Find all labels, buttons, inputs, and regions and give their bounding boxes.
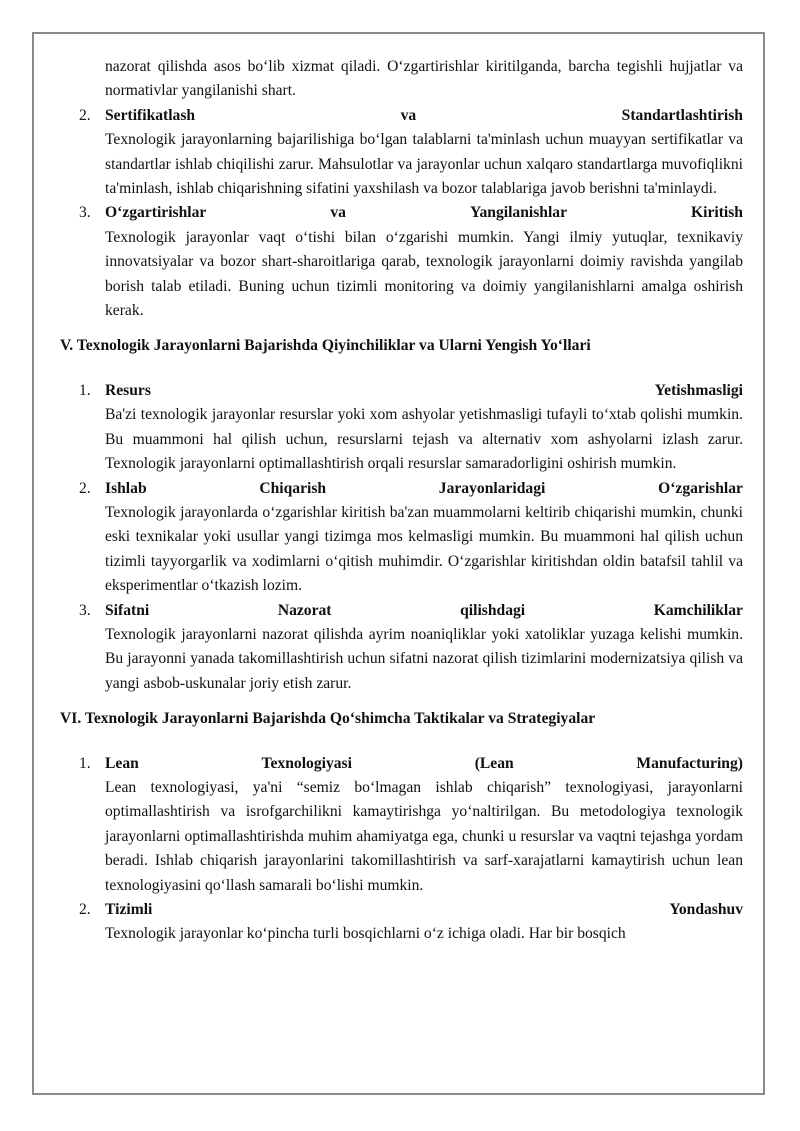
list-item-title — [105, 201, 743, 225]
title-word: qilishdagi — [460, 601, 526, 619]
title-word: O‘zgarishlar — [658, 479, 743, 497]
list-item-title — [105, 104, 743, 128]
section-vi-list — [60, 752, 743, 947]
section-v-list — [60, 379, 743, 696]
list-item-title — [105, 477, 743, 501]
title-word: Sifatni — [105, 601, 150, 619]
list-item-body: Texnologik jarayonlarni nazorat qilishda ayrim noaniqliklar yoki xatoliklar yuzaga kelishi mumkin. Bu jarayonni yanada takomillashtirish uchun sifatni nazorat qilish tizimlarini modernizatsiya qilish va yangi asbob-uskunalar joriy etish zarur. — [105, 625, 743, 692]
title-word: Kamchiliklar — [653, 601, 743, 619]
list-item-title — [105, 752, 743, 776]
title-word: Resurs — [105, 381, 151, 399]
title-word: va — [330, 204, 346, 222]
title-word: Texnologiyasi — [261, 754, 352, 772]
list-item-number: 2. — [79, 901, 91, 918]
list-item — [79, 379, 743, 477]
title-word: Tizimli — [105, 901, 153, 918]
title-word: O‘zgartirishlar — [105, 204, 207, 222]
title-word: Standartlashtirish — [621, 106, 743, 124]
list-item-body: Texnologik jarayonlarning bajarilishiga bo‘lgan talablarni ta'minlash uchun muayyan sertifikatlar va standartlar ishlab chiqilishi zarur. Mahsulotlar va jarayonlar uchun xalqaro standartlarga muvofiqlikni ta'minlash, ishlab chiqarishning sifatini yaxshilash va bozor talablariga javob berishni ta'minlaydi. — [105, 131, 743, 198]
title-word: Kiritish — [691, 204, 743, 222]
list-item-number: 1. — [79, 754, 91, 772]
document-body — [60, 55, 743, 947]
section-iv-list — [60, 104, 743, 324]
list-item-number: 3. — [79, 601, 91, 619]
list-item-number: 1. — [79, 381, 91, 399]
list-item-title — [105, 898, 743, 922]
list-item — [79, 599, 743, 697]
list-item-title — [105, 379, 743, 403]
section-v-heading: V. Texnologik Jarayonlarni Bajarishda Qiyinchiliklar va Ularni Yengish Yo‘llari — [60, 337, 591, 355]
list-item — [79, 477, 743, 599]
list-item-body: Lean texnologiyasi, ya'ni “semiz bo‘lmagan ishlab chiqarish” texnologiyasi, jarayonlarni optimallashtirish va isrofgarchilikni kamaytirishga yo‘naltirilgan. Bu metodologiya texnologik jarayonlarni optimallashtirishda muhim ahamiyatga ega, chunki u resurslar va vaqtni tejashga yordam beradi. Ishlab chiqarish jarayonlarini takomillashtirish va sarf-xarajatlarni kamaytirish uchun lean texnologiyasini qo‘llash samarali bo‘lishi mumkin. — [105, 778, 743, 894]
intro-paragraph: nazorat qilishda asos bo‘lib xizmat qiladi. O‘zgartirishlar kiritilganda, barcha tegishli hujjatlar va normativlar yangilanishi shart. — [105, 58, 743, 100]
title-word: Chiqarish — [259, 479, 327, 497]
title-word: Nazorat — [277, 601, 332, 619]
title-word: va — [400, 106, 417, 124]
list-item-body: Texnologik jarayonlar ko‘pincha turli bosqichlarni o‘z ichiga oladi. Har bir bosqich — [105, 925, 626, 943]
title-word: Yetishmasligi — [654, 381, 743, 399]
list-item-body: Texnologik jarayonlar vaqt o‘tishi bilan o‘zgarishi mumkin. Yangi ilmiy yutuqlar, texnikaviy innovatsiyalar va bozor shart-sharoitlariga qarab, texnologik jarayonlarni doimiy ravishda yangilab borish talab etiladi. Buning uchun tizimli monitoring va doimiy yangilanishlarni amalga oshirish kerak. — [105, 228, 743, 320]
list-item-number: 2. — [79, 106, 91, 124]
list-item — [79, 898, 743, 947]
list-item-title — [105, 599, 743, 623]
title-word: (Lean — [474, 754, 514, 772]
title-word: Ishlab — [105, 479, 147, 497]
list-item-number: 3. — [79, 204, 91, 222]
title-word: Yangilanishlar — [469, 204, 567, 222]
title-word: Manufacturing) — [636, 754, 743, 772]
list-item-body: Texnologik jarayonlarda o‘zgarishlar kiritish ba'zan muammolarni keltirib chiqarishi mumkin, chunki eski texnikalar yoki usullar yangi tizimga mos kelmasligi mumkin. Bu muammoni hal qilish uchun tizimli tayyorgarlik va xodimlarni o‘qitish muhimdir. O‘zgarishlar kiritishdan oldin batafsil tahlil va eksperimentlar o‘tkazish lozim. — [105, 503, 743, 595]
list-item — [79, 201, 743, 323]
list-item-number: 2. — [79, 479, 91, 497]
list-item — [79, 752, 743, 898]
title-word: Yondashuv — [669, 901, 743, 918]
list-item — [79, 104, 743, 202]
title-word: Lean — [105, 754, 139, 772]
title-word: Sertifikatlash — [105, 106, 196, 124]
list-item-body: Ba'zi texnologik jarayonlar resurslar yoki xom ashyolar yetishmasligi tufayli to‘xtab qolishi mumkin. Bu muammoni hal qilish uchun, resurslarni tejash va alternativ xom ashyolarni izlash zarur. Texnologik jarayonlarni optimallashtirish orqali resurslar samaradorligini oshirish mumkin. — [105, 406, 743, 473]
title-word: Jarayonlaridagi — [438, 479, 546, 497]
section-vi-heading: VI. Texnologik Jarayonlarni Bajarishda Qo‘shimcha Taktikalar va Strategiyalar — [60, 710, 596, 728]
